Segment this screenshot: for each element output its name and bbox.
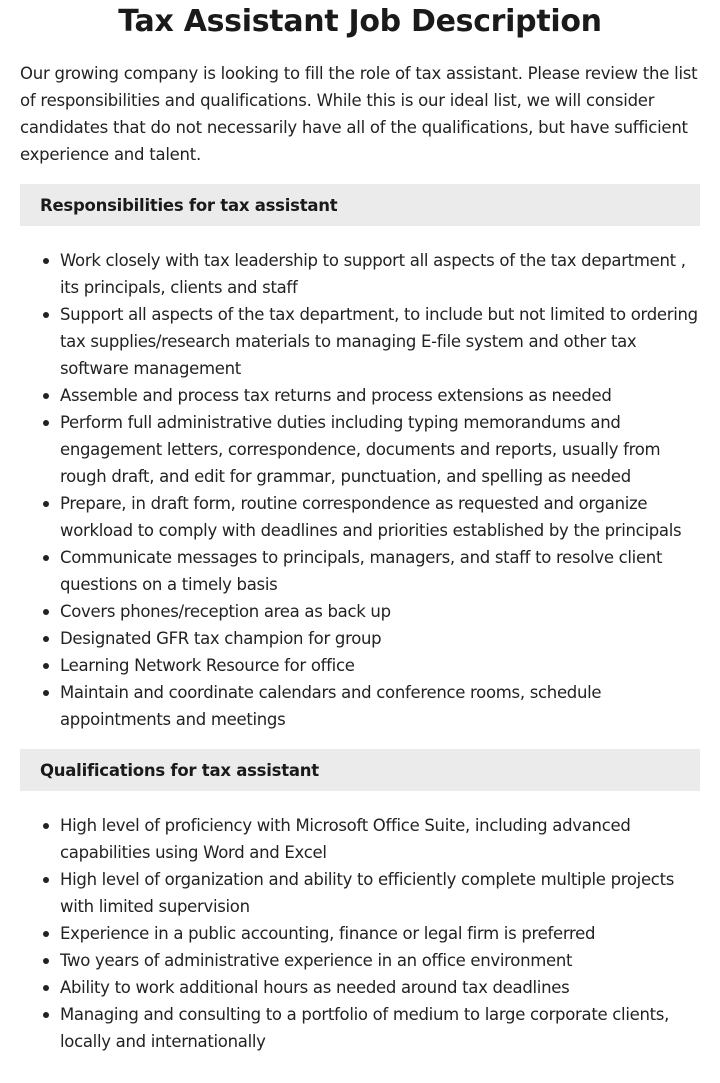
page-title: Tax Assistant Job Description [118,4,602,39]
bullet-icon [43,555,49,561]
intro-paragraph: Our growing company is looking to fill the role of tax assistant. Please review the list of responsibilities and qualifications. While this is our ideal list, we will consider candidates that do not necessarily have all of the qualifications, but have sufficient experience and talent. [20,64,698,164]
list-item-text: Maintain and coordinate calendars and conference rooms, schedule appointments and meetings [60,683,602,729]
list-item-text: Support all aspects of the tax department, to include but not limited to ordering tax supplies/research materials to managing E-file system and other tax software management [60,305,698,378]
bullet-icon [43,958,49,964]
bullet-icon [43,985,49,991]
list-item-text: Ability to work additional hours as needed around tax deadlines [60,978,570,997]
qualifications-list [20,812,700,1055]
responsibilities-list [20,247,700,733]
list-item-text: Communicate messages to principals, managers, and staff to resolve client questions on a timely basis [60,548,663,594]
bullet-icon [43,258,49,264]
responsibilities-header [20,184,700,226]
bullet-icon [43,312,49,318]
list-item-text: Designated GFR tax champion for group [60,629,382,648]
list-item [60,947,700,974]
list-item-text: Assemble and process tax returns and process extensions as needed [60,386,612,405]
list-item [60,247,700,301]
list-item [60,301,700,382]
list-item-text: Two years of administrative experience in an office environment [60,951,573,970]
bullet-icon [43,609,49,615]
list-item [60,652,700,679]
bullet-icon [43,501,49,507]
bullet-icon [43,636,49,642]
list-item [60,812,700,866]
list-item [60,866,700,920]
bullet-icon [43,420,49,426]
list-item-text: Work closely with tax leadership to support all aspects of the tax department , its principals, clients and staff [60,251,686,297]
bullet-icon [43,393,49,399]
list-item [60,679,700,733]
bullet-icon [43,663,49,669]
list-item [60,625,700,652]
qualifications-heading: Qualifications for tax assistant [40,760,319,780]
bullet-icon [43,690,49,696]
list-item [60,544,700,598]
list-item [60,974,700,1001]
list-item-text: Perform full administrative duties including typing memorandums and engagement letters, correspondence, documents and reports, usually from rough draft, and edit for grammar, punctuation, and spelling as needed [60,413,661,486]
list-item [60,382,700,409]
bullet-icon [43,931,49,937]
list-item [60,490,700,544]
bullet-icon [43,877,49,883]
list-item [60,598,700,625]
list-item-text: Experience in a public accounting, finance or legal firm is preferred [60,924,596,943]
bullet-icon [43,823,49,829]
list-item-text: High level of organization and ability to efficiently complete multiple projects with limited supervision [60,870,675,916]
list-item-text: Managing and consulting to a portfolio of medium to large corporate clients, locally and internationally [60,1005,670,1051]
qualifications-header [20,749,700,791]
list-item-text: High level of proficiency with Microsoft Office Suite, including advanced capabilities using Word and Excel [60,816,631,862]
list-item-text: Prepare, in draft form, routine correspondence as requested and organize workload to comply with deadlines and priorities established by the principals [60,494,682,540]
responsibilities-heading: Responsibilities for tax assistant [40,195,338,215]
list-item-text: Learning Network Resource for office [60,656,355,675]
list-item [60,920,700,947]
list-item [60,409,700,490]
list-item [60,1001,700,1055]
bullet-icon [43,1012,49,1018]
list-item-text: Covers phones/reception area as back up [60,602,391,621]
